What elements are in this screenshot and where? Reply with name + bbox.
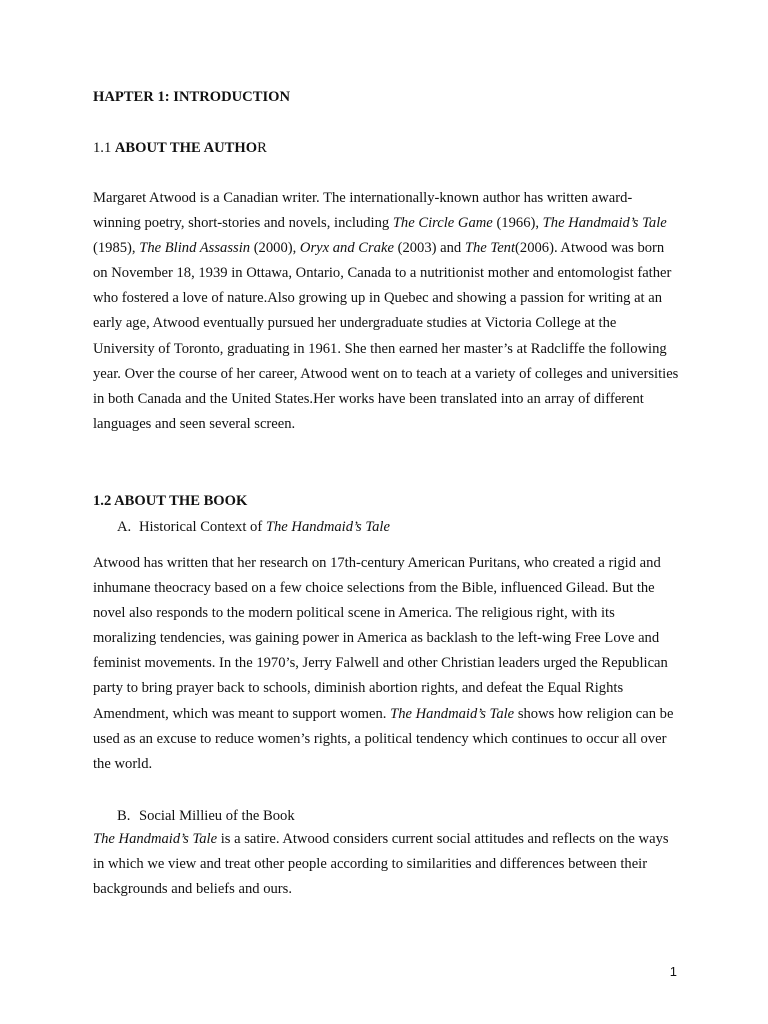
section-1-2-heading: 1.2 ABOUT THE BOOK	[93, 493, 248, 509]
author-para-run-italic: The Circle Game	[392, 215, 493, 232]
section-1-1-heading	[93, 138, 683, 158]
page-number: 1	[669, 964, 677, 979]
context-para-run: shows how religion can be used as an excuse to reduce women’s rights, a political tendency which continues to occur all over the world.	[93, 705, 674, 772]
chapter-heading: HAPTER 1: INTRODUCTION	[93, 89, 291, 105]
milieu-para-run: is a satire. Atwood considers current social attitudes and reflects on the ways in which we view and treat other people according to similarities and differences between their backgrounds and beliefs and ours.	[93, 831, 669, 898]
author-para-run: (1966),	[492, 215, 543, 232]
subsection-a-label: Historical Context of	[139, 519, 266, 535]
historical-context-paragraph	[93, 551, 679, 777]
author-para-run-italic: The Handmaid’s Tale	[542, 215, 667, 232]
subsection-b-label: Social Millieu of the Book	[139, 808, 295, 824]
author-para-run-italic: The Blind Assassin	[139, 240, 251, 257]
section-1-1-number: 1.1	[93, 140, 115, 156]
author-para-run: (2006). Atwood was born on November 18, 1939 in Ottawa, Ontario, Canada to a nutritionist mother and entomologist father who fostered a love of nature.Also growing up in Quebec and showing a passion for writing at an early age, Atwood eventually pursued her undergraduate studies at Victoria College at the University of Toronto, graduating in 1961. She then earned her master’s at Radcliffe the following year. Over the course of her career, Atwood went on to teach at a variety of colleges and universities in both Canada and the United States.Her works have been translated into an array of different languages and seen several screen.	[93, 240, 679, 432]
author-para-run: (2000),	[250, 240, 300, 257]
context-para-run-italic: The Handmaid’s Tale	[390, 705, 515, 722]
author-para-run: Margaret Atwood is a Canadian writer. The internationally-known author has written award-winning poetry, short-stories and novels, including	[93, 190, 633, 232]
social-milieu-paragraph	[93, 827, 679, 902]
author-para-run-italic: The Tent	[464, 240, 516, 257]
author-para-run: (2003) and	[393, 240, 465, 257]
subsection-a-heading	[117, 517, 390, 537]
subsection-b-heading	[117, 806, 295, 826]
section-1-1-title-tail: R	[257, 140, 267, 156]
section-1-1-title: ABOUT THE AUTHO	[114, 140, 258, 156]
context-para-run: Atwood has written that her research on 17th-century American Puritans, who created a rigid and inhumane theocracy based on a few choice selections from the Bible, influenced Gilead. But the novel also responds to the modern political scene in America. The religious right, with its moralizing tendencies, was gaining power in America as backlash to the left-wing Free Love and feminist movements. In the 1970’s, Jerry Falwell and other Christian leaders urged the Republican party to bring prayer back to schools, diminish abortion rights, and defeat the Equal Rights Amendment, which was meant to support women.	[93, 555, 668, 722]
subsection-b-letter: B.	[117, 808, 131, 824]
author-para-run-italic: Oryx and Crake	[299, 240, 394, 257]
author-paragraph	[93, 186, 679, 437]
milieu-para-run-italic: The Handmaid’s Tale	[93, 831, 218, 847]
subsection-a-letter: A.	[117, 519, 132, 535]
author-para-run: (1985),	[93, 240, 140, 257]
subsection-a-label-italic: The Handmaid’s Tale	[265, 519, 390, 535]
